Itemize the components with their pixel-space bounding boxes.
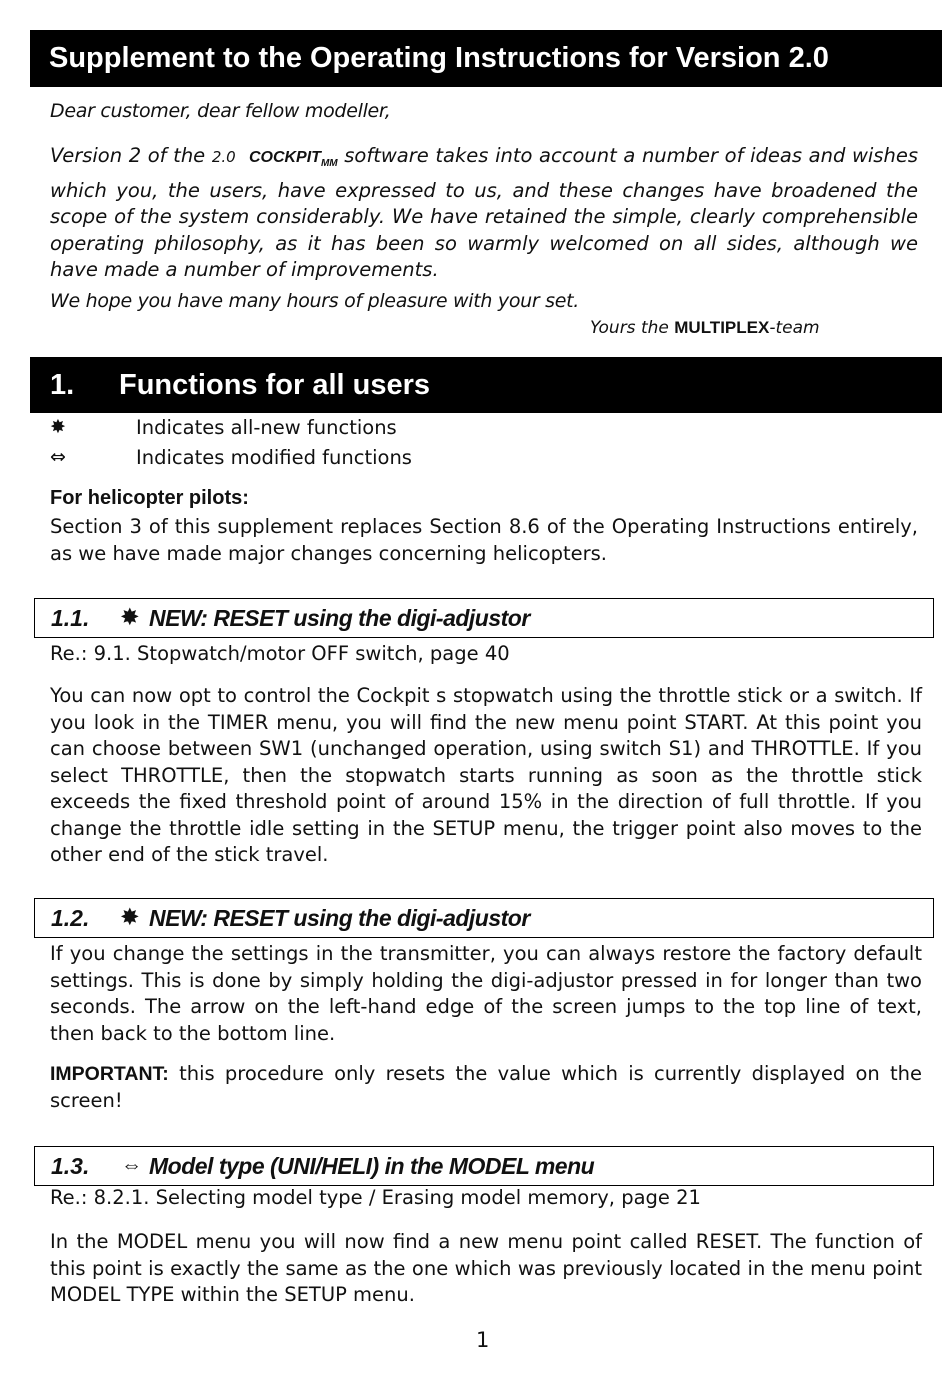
section-1-1-title: NEW: RESET using the digi-adjustor [149,605,530,631]
important-label: IMPORTANT: [50,1063,169,1085]
heli-heading: For helicopter pilots: [50,487,249,509]
important-text: this procedure only resets the value which is currently displayed on the screen! [50,1062,923,1112]
section-1-1-reference: Re.: 9.1. Stopwatch/motor OFF switch, page 40 [50,642,510,665]
section-1-3-reference: Re.: 8.2.1. Selecting model type / Erasing model memory, page 21 [50,1186,701,1209]
double-arrow-icon: ⇔ [121,1154,142,1177]
section-1-number: 1. [50,369,75,401]
heli-text: Section 3 of this supplement replaces Section 8.6 of the Operating Instructions entirely, as we have made major changes concerning helicopters. [50,515,918,565]
section-1-3-header [34,1146,934,1186]
page-number: 1 [476,1328,490,1352]
greeting: Dear customer, dear fellow modeller, [50,100,391,122]
section-1-2-text: If you change the settings in the transmitter, you can always restore the factory default settings. This is done by simply holding the digi-adjustor pressed in for longer than two seconds. The arrow on the left-hand edge of the screen jumps to the top line of text, then back to the bottom line. [50,942,922,1045]
version-number: 2.0 [211,148,236,166]
document-title: Supplement to the Operating Instructions for Version 2.0 [30,30,942,87]
intro-paragraph [50,143,918,284]
section-1-1-number: 1.1. [51,605,90,631]
double-arrow-icon: ⇔ [50,446,66,468]
section-1-2-number: 1.2. [51,905,90,931]
star-burst-icon: ✸ [50,416,66,438]
section-1-2-title: NEW: RESET using the digi-adjustor [149,905,530,931]
signature: Yours the MULTIPLEX-team [590,318,820,338]
intro-text-a: Version 2 of the [50,144,206,167]
section-1-3-title: Model type (UNI/HELI) in the MODEL menu [149,1153,595,1179]
wish-text: We hope you have many hours of pleasure with your set. [50,290,580,312]
star-burst-icon: ✸ [121,906,139,929]
section-1-3-text: In the MODEL menu you will now find a new menu point called RESET. The function of this point is exactly the same as the one which was previously located in the menu point MODEL TYPE within the SETUP menu. [50,1230,922,1306]
section-1-title: Functions for all users [119,369,430,401]
multiplex-brand: MULTIPLEX [674,318,770,337]
section-1-3-number: 1.3. [51,1153,90,1179]
section-1-1-header [34,598,934,638]
section-1-1-text: You can now opt to control the Cockpit s stopwatch using the throttle stick or a switch. If you look in the TIMER menu, you will find the new menu point START. At this point you can choose between SW1 (unchanged operation, using switch S1) and THROTTLE. If you select THROTTLE, then the stopwatch starts running as soon as the throttle stick exceeds the fixed threshold point of around 15% in the direction of full throttle. If you change the throttle idle setting in the SETUP menu, the trigger point also moves to the other end of the stick travel. [50,684,922,866]
section-1-2-header [34,898,934,938]
intro-text-b: software takes into account a number of ideas and wishes which you, the users, have expressed to us, and these changes have broadened the scope of the system considerably. We have retained the simple, clearly comprehensible operating philosophy, as it has been so warmly welcomed on all sides, although we have made a number of improvements. [50,144,918,282]
cockpit-brand: $COCKPIT_{MM}$ [248,149,338,170]
important-note [50,1061,922,1114]
star-burst-icon: ✸ [121,606,139,629]
legend-new-text: Indicates all-new functions [136,416,397,439]
legend-modified-text: Indicates modified functions [136,446,412,469]
section-1-header [30,357,942,413]
